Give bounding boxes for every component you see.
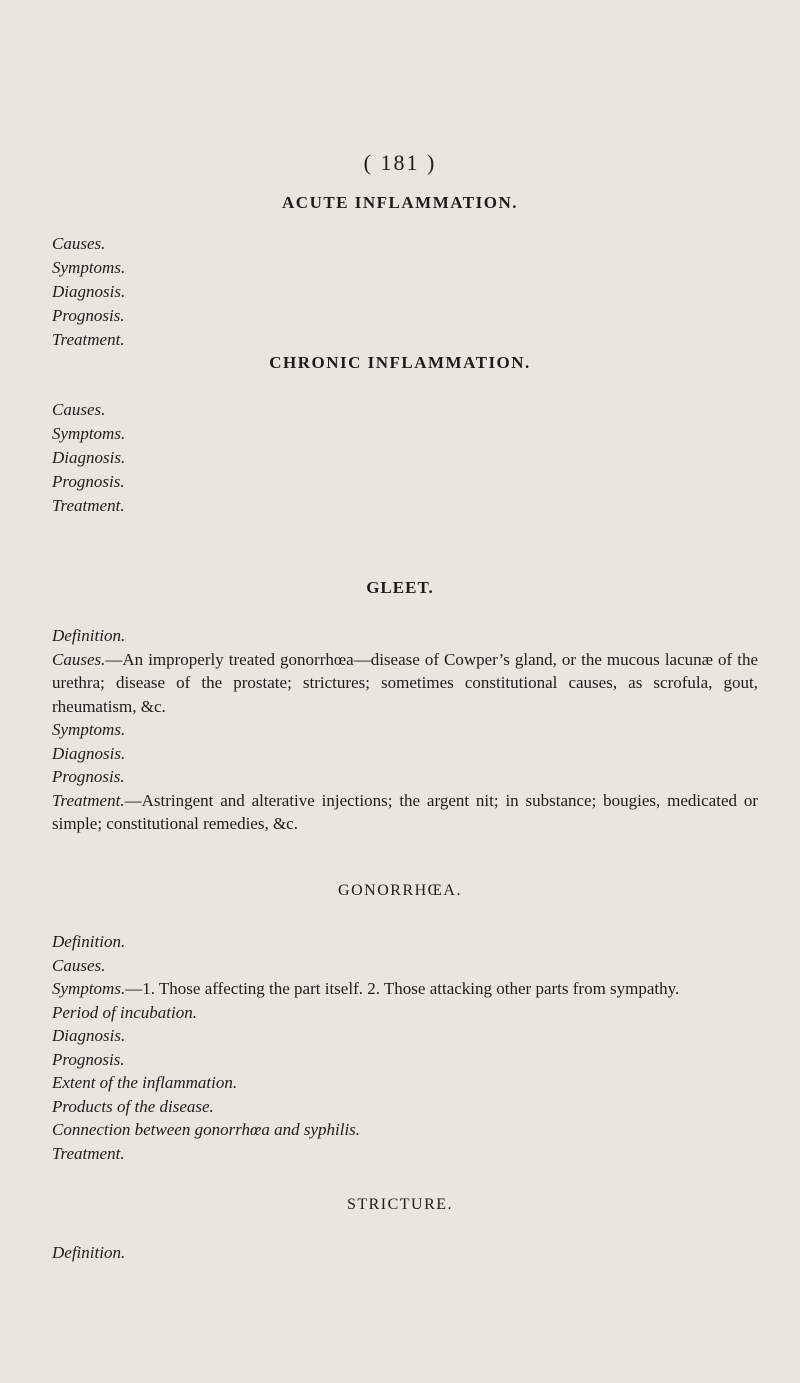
list-item: Prognosis.	[52, 472, 125, 491]
gonorrhoea-treatment: Treatment.	[52, 1143, 125, 1163]
gonorrhoea-prognosis: Prognosis.	[52, 1049, 125, 1069]
gonorrhoea-connection: Connection between gonorrhœa and syphilis.	[52, 1120, 361, 1139]
list-item: Prognosis.	[52, 306, 125, 325]
gonorrhoea-definition: Definition.	[52, 932, 126, 951]
gonorrhoea-products: Products of the disease.	[52, 1096, 214, 1116]
page-number: ( 181 )	[363, 150, 437, 175]
gonorrhoea-causes: Causes.	[52, 955, 106, 975]
gleet-diagnosis: Diagnosis.	[52, 743, 126, 763]
gonorrhoea-extent: Extent of the inflammation.	[52, 1073, 238, 1092]
treatment-text: —Astringent and alterative injections; the argent nit; in substance; bougies, medicated or simple; constitutional remedies, &c.	[52, 790, 758, 833]
stricture-heading: STRICTURE.	[346, 1196, 454, 1213]
treatment-label: Treatment.	[52, 790, 125, 810]
list-item: Treatment.	[52, 330, 125, 349]
gonorrhoea-symptoms	[52, 977, 758, 1001]
list-item: Causes.	[52, 234, 106, 253]
symptoms-text: —1. Those affecting the part itself. 2. Those attacking other parts from sympathy.	[125, 979, 680, 998]
list-item: Symptoms.	[52, 258, 126, 277]
chronic-inflammation-list	[52, 398, 125, 518]
stricture-section	[52, 1241, 758, 1265]
gleet-causes	[52, 648, 758, 719]
list-item: Symptoms.	[52, 424, 126, 443]
gleet-definition: Definition.	[52, 626, 126, 645]
acute-inflammation-list	[52, 232, 125, 352]
gonorrhoea-heading: GONORRHŒA.	[338, 882, 462, 899]
stricture-definition: Definition.	[52, 1243, 126, 1262]
acute-inflammation-heading: ACUTE INFLAMMATION.	[282, 193, 518, 212]
gleet-treatment	[52, 789, 758, 836]
list-item: Causes.	[52, 400, 106, 419]
gleet-prognosis: Prognosis.	[52, 767, 125, 786]
chronic-inflammation-heading: CHRONIC INFLAMMATION.	[269, 353, 531, 372]
causes-text: —An improperly treated gonorrhœa—disease of Cowper’s gland, or the mucous lacunæ of the urethra; disease of the prostate; strictures; sometimes constitutional causes, as scrofula, gout, rheumatism, &c.	[52, 649, 758, 716]
gleet-heading: GLEET.	[366, 578, 434, 597]
gleet-section	[52, 624, 758, 836]
list-item: Treatment.	[52, 496, 125, 515]
list-item: Diagnosis.	[52, 448, 126, 467]
gonorrhoea-diagnosis: Diagnosis.	[52, 1026, 126, 1045]
gonorrhoea-period: Period of incubation.	[52, 1002, 197, 1022]
list-item: Diagnosis.	[52, 282, 126, 301]
gonorrhoea-section	[52, 930, 758, 1165]
symptoms-label: Symptoms.	[52, 979, 126, 998]
gleet-symptoms: Symptoms.	[52, 720, 126, 739]
causes-label: Causes.	[52, 649, 106, 669]
